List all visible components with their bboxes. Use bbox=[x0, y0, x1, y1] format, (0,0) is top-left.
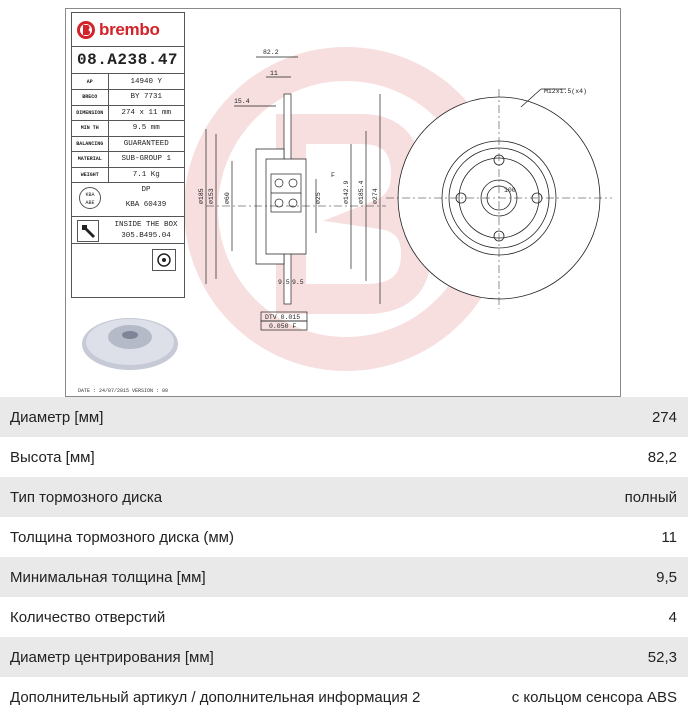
spec-row bbox=[72, 74, 184, 90]
spec-label: Толщина тормозного диска (мм) bbox=[10, 528, 234, 546]
spec-row-thickness bbox=[0, 517, 688, 557]
spec-value: 274 bbox=[651, 408, 677, 426]
dim-d142: ∅142.9 bbox=[343, 180, 350, 204]
spec-row-disc-type bbox=[0, 477, 688, 517]
spec-key: BRECO bbox=[72, 90, 108, 106]
spec-row bbox=[72, 121, 184, 137]
technical-drawing bbox=[65, 8, 621, 397]
inside-box-row bbox=[72, 217, 184, 244]
spec-row-additional bbox=[0, 677, 688, 717]
spec-value: 11 bbox=[661, 528, 677, 546]
screw-icon bbox=[77, 220, 99, 242]
kba-number: KBA 60439 bbox=[125, 201, 167, 209]
dim-f: F bbox=[331, 172, 335, 179]
specs-table bbox=[0, 397, 688, 717]
dim-d153: ∅153 bbox=[208, 188, 215, 204]
dim-height: 82.2 bbox=[263, 49, 279, 56]
brembo-logo-icon bbox=[76, 20, 96, 40]
spec-value: GUARANTEED bbox=[108, 136, 184, 152]
date-version: DATE : 24/07/2015 VERSION : 00 bbox=[78, 388, 169, 394]
spec-row-diameter bbox=[0, 397, 688, 437]
part-number: 08.A238.47 bbox=[72, 46, 184, 74]
spec-key: MATERIAL bbox=[72, 152, 108, 168]
spec-row bbox=[72, 90, 184, 106]
dim-flange: 11 bbox=[270, 70, 278, 77]
spec-row-centering bbox=[0, 637, 688, 677]
spec-key: AP bbox=[72, 74, 108, 90]
spec-label: Минимальная толщина [мм] bbox=[10, 568, 206, 586]
kba-icon: KBA ABE bbox=[79, 187, 101, 209]
spec-row bbox=[72, 136, 184, 152]
spec-label: Диаметр [мм] bbox=[10, 408, 104, 426]
spec-value: 9.5 mm bbox=[108, 121, 184, 137]
spec-value: 7.1 Kg bbox=[108, 167, 184, 183]
dim-pcd: 100 bbox=[504, 187, 516, 194]
dim-runout: 0.050 F bbox=[269, 323, 297, 330]
dim-d1854: ∅185.4 bbox=[358, 180, 365, 204]
spec-value: 82,2 bbox=[647, 448, 677, 466]
spec-key: BALANCING bbox=[72, 136, 108, 152]
dim-d25: ∅25 bbox=[315, 192, 322, 204]
spec-key: DIMENSION bbox=[72, 105, 108, 121]
dim-dtv: DTV 0.015 bbox=[265, 314, 301, 321]
dim-d60: ∅60 bbox=[224, 192, 231, 204]
spec-value: 274 x 11 mm bbox=[108, 105, 184, 121]
spec-value: SUB-GROUP 1 bbox=[108, 152, 184, 168]
spec-row bbox=[72, 152, 184, 168]
brand-name: brembo bbox=[99, 20, 160, 39]
spec-value: 9,5 bbox=[656, 568, 677, 586]
spec-value: 4 bbox=[668, 608, 677, 626]
spec-label: Дополнительный артикул / дополнительная информация 2 bbox=[10, 688, 421, 706]
tool-row bbox=[72, 244, 184, 274]
dim-min-thickness: 9.5 bbox=[278, 279, 290, 286]
inside-box-label: INSIDE THE BOX bbox=[114, 221, 178, 229]
spec-label: Высота [мм] bbox=[10, 448, 95, 466]
dim-offset: 15.4 bbox=[234, 98, 250, 105]
spec-value: 52,3 bbox=[647, 648, 677, 666]
spec-key: MIN TH bbox=[72, 121, 108, 137]
spec-value: BY 7731 bbox=[108, 90, 184, 106]
spec-label: Тип тормозного диска bbox=[10, 488, 163, 506]
spec-label: Диаметр центрирования [мм] bbox=[10, 648, 214, 666]
disc-render-icon bbox=[82, 318, 178, 370]
dp-label: DP bbox=[141, 186, 151, 194]
dim-bolt: M12x1.5(x4) bbox=[544, 88, 587, 95]
spec-value: 14940 Y bbox=[108, 74, 184, 90]
brembo-logo bbox=[76, 17, 160, 43]
spec-row bbox=[72, 105, 184, 121]
spec-label: Количество отверстий bbox=[10, 608, 166, 626]
spec-row bbox=[72, 167, 184, 183]
info-panel bbox=[71, 12, 185, 298]
spec-row-holes bbox=[0, 597, 688, 637]
tool-icon bbox=[152, 249, 176, 271]
spec-table bbox=[72, 74, 184, 183]
spec-key: WEIGHT bbox=[72, 167, 108, 183]
spec-row-min-thickness bbox=[0, 557, 688, 597]
dim-min-thickness-2: 9.5 bbox=[292, 279, 304, 286]
spec-row-height bbox=[0, 437, 688, 477]
inside-box-part: 305.B495.04 bbox=[121, 232, 171, 240]
dim-d274: ∅274 bbox=[372, 188, 379, 204]
spec-value: полный bbox=[624, 488, 677, 506]
dim-d185: ∅185 bbox=[198, 188, 205, 204]
kba-row bbox=[72, 182, 184, 217]
spec-value: с кольцом сенсора ABS bbox=[511, 688, 677, 706]
